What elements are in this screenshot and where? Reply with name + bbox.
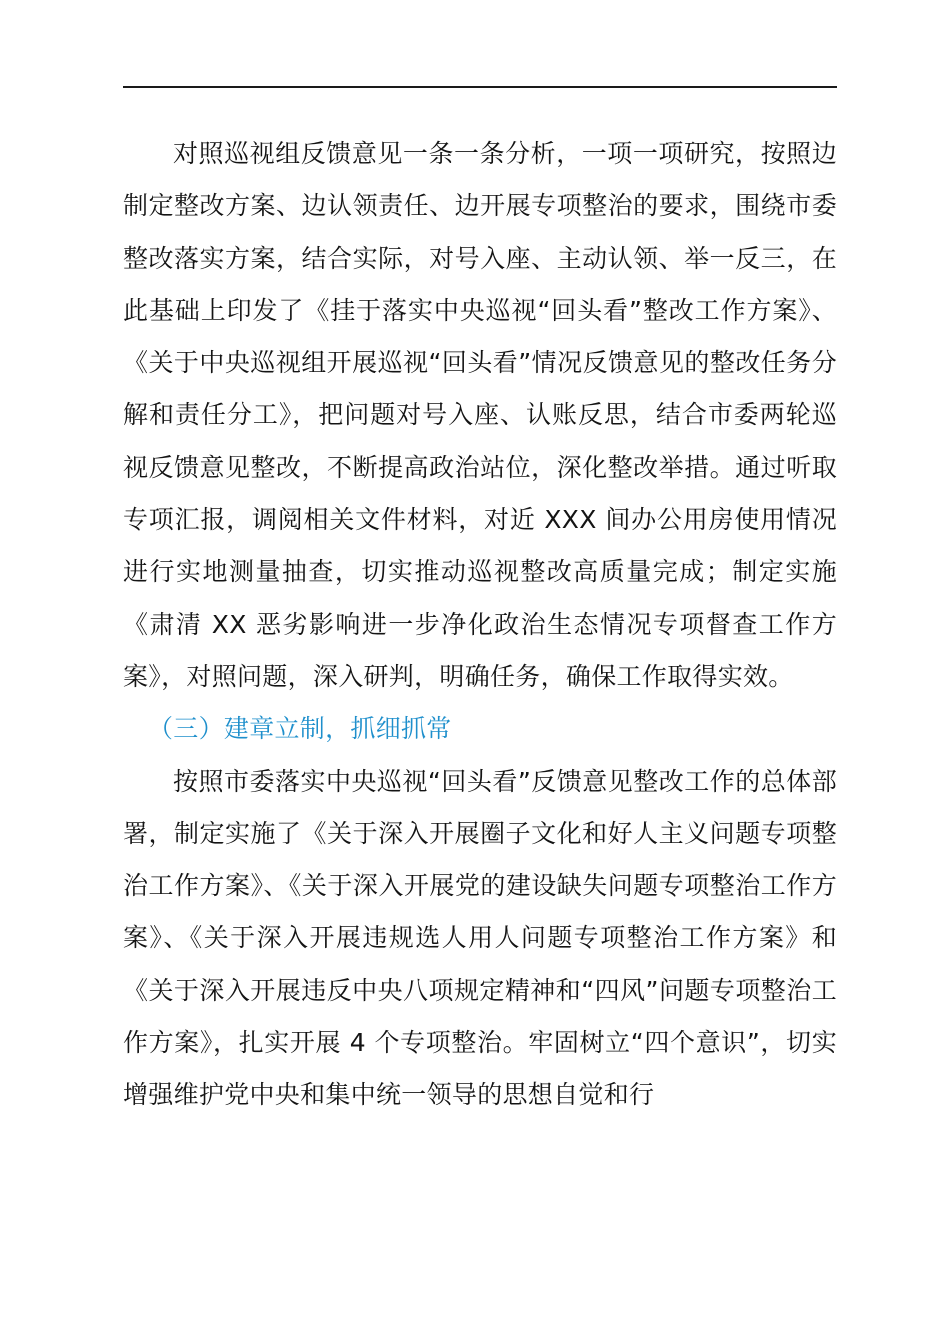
section-heading: （三）建章立制，抓细抓常 [148, 714, 452, 744]
document-body [123, 128, 837, 1122]
body-paragraph: 按照市委落实中央巡视“回头看”反馈意见整改工作的总体部署，制定实施了《关于深入开展圈子文化和好人主义问题专项整治工作方案》、《关于深入开展党的建设缺失问题专项整治工作方案》、《关于深入开展违规选人用人问题专项整治工作方案》和《关于深入开展违反中央八项规定精神和“四风”问题专项整治工作方案》，扎实开展 4 个专项整治。牢固树立“四个意识”，切实增强维护党中央和集中统一领导的思想自觉和行 [123, 766, 837, 1110]
body-paragraph: 对照巡视组反馈意见一条一条分析，一项一项研究，按照边制定整改方案、边认领责任、边开展专项整治的要求，围绕市委整改落实方案，结合实际，对号入座、主动认领、举一反三，在此基础上印发了《挂于落实中央巡视“回头看”整改工作方案》、《关于中央巡视组开展巡视“回头看”情况反馈意见的整改任务分解和责任分工》，把问题对号入座、认账反思，结合市委两轮巡视反馈意见整改，不断提高政治站位，深化整改举措。通过听取专项汇报，调阅相关文件材料，对近 XXX 间办公用房使用情况进行实地测量抽查，切实推动巡视整改高质量完成；制定实施《肃清 XX 恶劣影响进一步净化政治生态情况专项督查工作方案》，对照问题，深入研判，明确任务，确保工作取得实效。 [123, 139, 837, 691]
header-rule [123, 86, 837, 88]
